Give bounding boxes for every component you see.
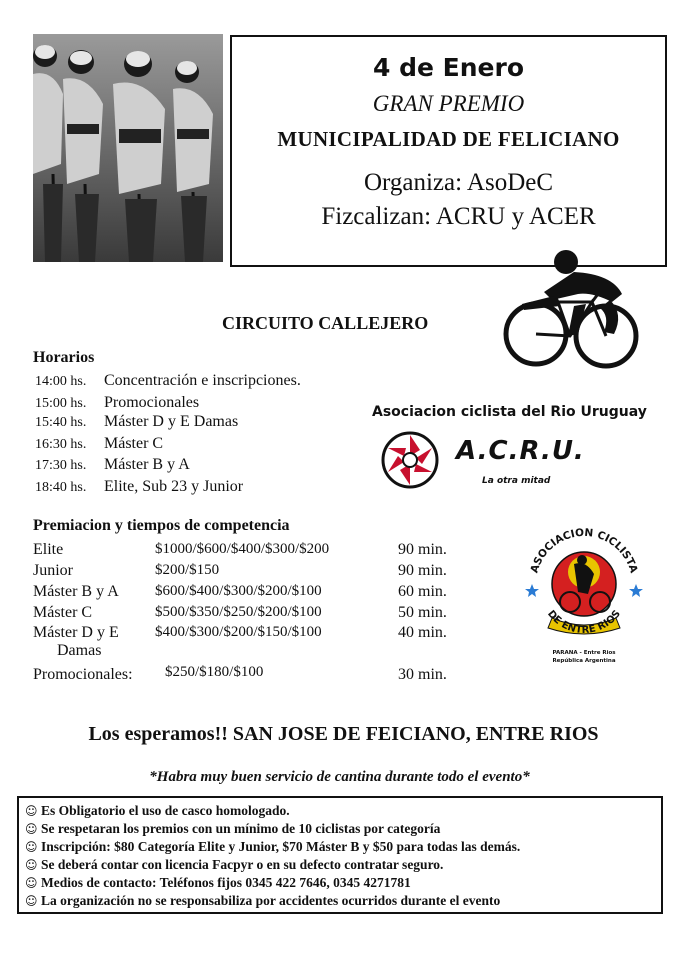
schedule-time: 18:40 hs. bbox=[35, 480, 87, 495]
acer-country: República Argentina bbox=[552, 658, 616, 664]
note-text: Inscripción: $80 Categoría Elite y Junior, $70 Máster B y $50 para todas las demás. bbox=[41, 839, 521, 854]
prize-duration: 50 min. bbox=[398, 604, 447, 621]
prize-duration: 40 min. bbox=[398, 624, 447, 641]
prize-category: Junior bbox=[33, 562, 73, 579]
prize-category: Elite bbox=[33, 541, 64, 558]
schedule-desc: Elite, Sub 23 y Junior bbox=[104, 478, 244, 495]
prizes-heading: Premiacion y tiempos de competencia bbox=[33, 517, 290, 534]
smiley-face-icon: ☺ bbox=[25, 894, 38, 908]
note-text: Medios de contacto: Teléfonos fijos 0345 422 7646, 0345 4271781 bbox=[41, 875, 411, 890]
note-text: Es Obligatorio el uso de casco homologado. bbox=[41, 803, 290, 818]
closing-message: Los esperamos!! SAN JOSE DE FEICIANO, ENTRE RIOS bbox=[88, 723, 599, 745]
acer-location: PARANA - Entre Rios bbox=[552, 650, 616, 656]
note-item bbox=[25, 839, 520, 855]
prize-amounts: $500/$350/$250/$200/$100 bbox=[155, 604, 322, 620]
prize-category: Máster D y E bbox=[33, 624, 119, 641]
title-box bbox=[230, 35, 667, 267]
prize-category: Máster B y A bbox=[33, 583, 119, 600]
acer-bottom-text: DE ENTRE RIOS bbox=[545, 608, 623, 636]
schedule-time: 14:00 hs. bbox=[35, 374, 87, 389]
cantina-note: *Habra muy buen servicio de cantina durante todo el evento* bbox=[149, 769, 530, 785]
schedule-desc: Máster C bbox=[104, 435, 164, 452]
prize-duration: 90 min. bbox=[398, 562, 447, 579]
event-name: MUNICIPALIDAD DE FELICIANO bbox=[277, 127, 620, 151]
schedule-desc: Concentración e inscripciones. bbox=[104, 372, 301, 389]
smiley-face-icon: ☺ bbox=[25, 840, 38, 854]
note-item bbox=[25, 893, 500, 909]
schedule-time: 17:30 hs. bbox=[35, 458, 87, 473]
event-date: 4 de Enero bbox=[373, 53, 524, 82]
note-item bbox=[25, 875, 411, 891]
cyclist-silhouette-logo bbox=[482, 244, 662, 384]
organizer: Organiza: AsoDeC bbox=[363, 169, 554, 196]
note-text: La organización no se responsabiliza por accidentes ocurridos durante el evento bbox=[41, 893, 501, 908]
acru-logo bbox=[378, 428, 588, 498]
cyclists-photo bbox=[33, 34, 223, 262]
notes-box bbox=[17, 796, 663, 914]
smiley-face-icon: ☺ bbox=[25, 804, 38, 818]
acru-tagline: La otra mitad bbox=[482, 476, 551, 486]
circuit-type: CIRCUITO CALLEJERO bbox=[222, 313, 429, 333]
smiley-face-icon: ☺ bbox=[25, 876, 38, 890]
schedule-desc: Promocionales bbox=[104, 394, 200, 411]
schedule-time: 15:00 hs. bbox=[35, 396, 87, 411]
prize-amounts: $250/$180/$100 bbox=[165, 664, 264, 680]
note-item bbox=[25, 857, 443, 873]
prize-category: Promocionales: bbox=[33, 666, 133, 683]
schedule-desc: Máster D y E Damas bbox=[104, 413, 239, 430]
supervisors: Fizcalizan: ACRU y ACER bbox=[321, 203, 596, 230]
schedule-time: 16:30 hs. bbox=[35, 437, 87, 452]
prize-amounts: $600/$400/$300/$200/$100 bbox=[155, 583, 322, 599]
prize-duration: 60 min. bbox=[398, 583, 447, 600]
note-text: Se respetaran los premios con un mínimo de 10 ciclistas por categoría bbox=[41, 821, 441, 836]
smiley-face-icon: ☺ bbox=[25, 858, 38, 872]
acru-logo-text: A.C.R.U. bbox=[456, 436, 585, 466]
schedule-time: 15:40 hs. bbox=[35, 415, 87, 430]
prize-amounts: $200/$150 bbox=[155, 562, 220, 578]
acer-top-text: ASOCIACION CICLISTA bbox=[528, 526, 640, 575]
prize-duration: 90 min. bbox=[398, 541, 447, 558]
prize-category-extra: Damas bbox=[57, 642, 102, 659]
event-type: GRAN PREMIO bbox=[372, 91, 525, 116]
prize-amounts: $1000/$600/$400/$300/$200 bbox=[155, 541, 330, 557]
acru-name: Asociacion ciclista del Rio Uruguay bbox=[372, 404, 647, 420]
acer-logo bbox=[524, 524, 644, 674]
note-text: Se deberá contar con licencia Facpyr o en su defecto contratar seguro. bbox=[41, 857, 444, 872]
note-item bbox=[25, 821, 440, 837]
prize-amounts: $400/$300/$200/$150/$100 bbox=[155, 624, 322, 640]
prize-category: Máster C bbox=[33, 604, 93, 621]
schedule-desc: Máster B y A bbox=[104, 456, 190, 473]
smiley-face-icon: ☺ bbox=[25, 822, 38, 836]
prize-duration: 30 min. bbox=[398, 666, 447, 683]
schedule-heading: Horarios bbox=[33, 349, 95, 366]
note-item bbox=[25, 803, 290, 819]
